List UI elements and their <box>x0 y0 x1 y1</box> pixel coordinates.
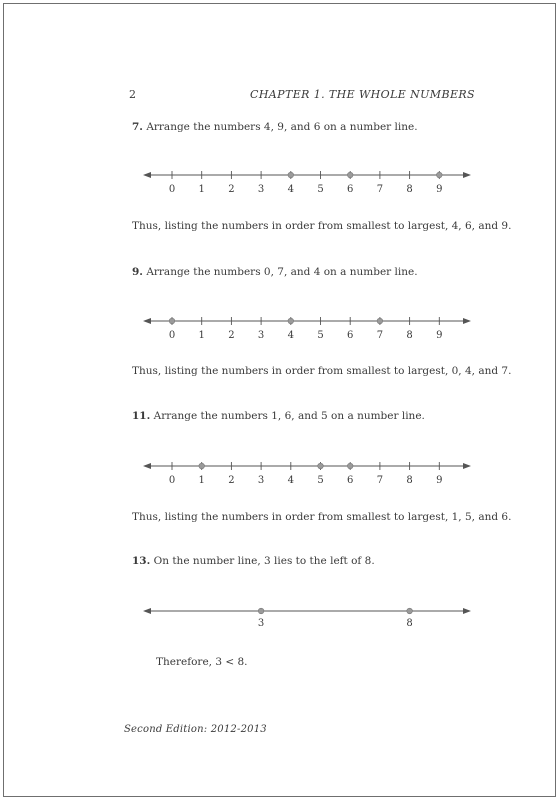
plotted-point <box>347 172 353 178</box>
tick-label: 5 <box>317 475 324 486</box>
arrow-left-icon <box>143 608 151 614</box>
tick-label: 8 <box>406 330 413 341</box>
plotted-point <box>437 172 443 178</box>
tick-label: 3 <box>257 184 265 195</box>
tick-label: 7 <box>376 475 384 486</box>
tick-label: 1 <box>198 475 205 486</box>
tick-label: 0 <box>168 475 176 486</box>
tick-label: 8 <box>406 184 413 195</box>
tick-label: 8 <box>406 475 413 486</box>
tick-label: 9 <box>436 475 443 486</box>
arrow-left-icon <box>143 463 151 469</box>
plotted-point <box>199 463 205 469</box>
plotted-point <box>258 608 264 614</box>
tick-label: 6 <box>347 184 354 195</box>
tick-label: 3 <box>257 475 265 486</box>
tick-label: 2 <box>228 330 235 341</box>
plotted-point <box>347 463 353 469</box>
tick-label: 7 <box>376 184 384 195</box>
plotted-point <box>377 318 383 324</box>
plotted-point <box>288 172 294 178</box>
problem-9-conclusion: Thus, listing the numbers in order from smallest to largest, 0, 4, and 7. <box>132 365 512 377</box>
point-label: 8 <box>406 618 413 629</box>
page-header <box>129 88 475 104</box>
tick-label: 4 <box>287 184 294 195</box>
number-line-problem-11 <box>139 455 479 489</box>
arrow-left-icon <box>143 172 151 178</box>
tick-label: 3 <box>257 330 265 341</box>
tick-label: 0 <box>168 184 176 195</box>
problem-number: 7. <box>132 121 143 133</box>
point-label: 3 <box>257 618 265 629</box>
arrow-right-icon <box>463 463 471 469</box>
plotted-point <box>169 318 175 324</box>
number-line-problem-9 <box>139 310 479 344</box>
problem-7-conclusion: Thus, listing the numbers in order from smallest to largest, 4, 6, and 9. <box>132 220 512 232</box>
tick-label: 4 <box>287 475 294 486</box>
tick-label: 1 <box>198 330 205 341</box>
problem-9-statement <box>132 265 418 279</box>
problem-text: On the number line, 3 lies to the left of 8. <box>153 555 375 567</box>
tick-label: 9 <box>436 184 443 195</box>
problem-11-conclusion: Thus, listing the numbers in order from smallest to largest, 1, 5, and 6. <box>132 511 512 523</box>
tick-label: 2 <box>228 184 235 195</box>
plotted-point <box>318 463 324 469</box>
tick-label: 4 <box>287 330 294 341</box>
plotted-point <box>288 318 294 324</box>
problem-13-conclusion: Therefore, 3 < 8. <box>156 656 248 668</box>
page-number: 2 <box>129 88 136 101</box>
problem-text: Arrange the numbers 0, 7, and 4 on a number line. <box>146 266 418 278</box>
tick-label: 0 <box>168 330 176 341</box>
arrow-left-icon <box>143 318 151 324</box>
tick-label: 6 <box>347 330 354 341</box>
arrow-right-icon <box>463 608 471 614</box>
arrow-right-icon <box>463 172 471 178</box>
plotted-point <box>407 608 413 614</box>
textbook-page <box>3 3 556 797</box>
problem-number: 9. <box>132 266 143 278</box>
problem-7-statement <box>132 120 418 134</box>
tick-label: 2 <box>228 475 235 486</box>
problem-text: Arrange the numbers 1, 6, and 5 on a number line. <box>153 410 425 422</box>
tick-label: 5 <box>317 330 324 341</box>
tick-label: 7 <box>376 330 384 341</box>
tick-label: 5 <box>317 184 324 195</box>
number-line-problem-13 <box>139 600 479 634</box>
problem-number: 13. <box>132 555 151 567</box>
page-footer: Second Edition: 2012-2013 <box>124 724 267 735</box>
tick-label: 9 <box>436 330 443 341</box>
problem-number: 11. <box>132 410 151 422</box>
number-line-problem-7 <box>139 164 479 198</box>
chapter-title: CHAPTER 1. THE WHOLE NUMBERS <box>250 88 475 101</box>
problem-11-statement <box>132 409 425 423</box>
arrow-right-icon <box>463 318 471 324</box>
tick-label: 1 <box>198 184 205 195</box>
problem-text: Arrange the numbers 4, 9, and 6 on a number line. <box>146 121 418 133</box>
tick-label: 6 <box>347 475 354 486</box>
problem-13-statement <box>132 554 375 568</box>
